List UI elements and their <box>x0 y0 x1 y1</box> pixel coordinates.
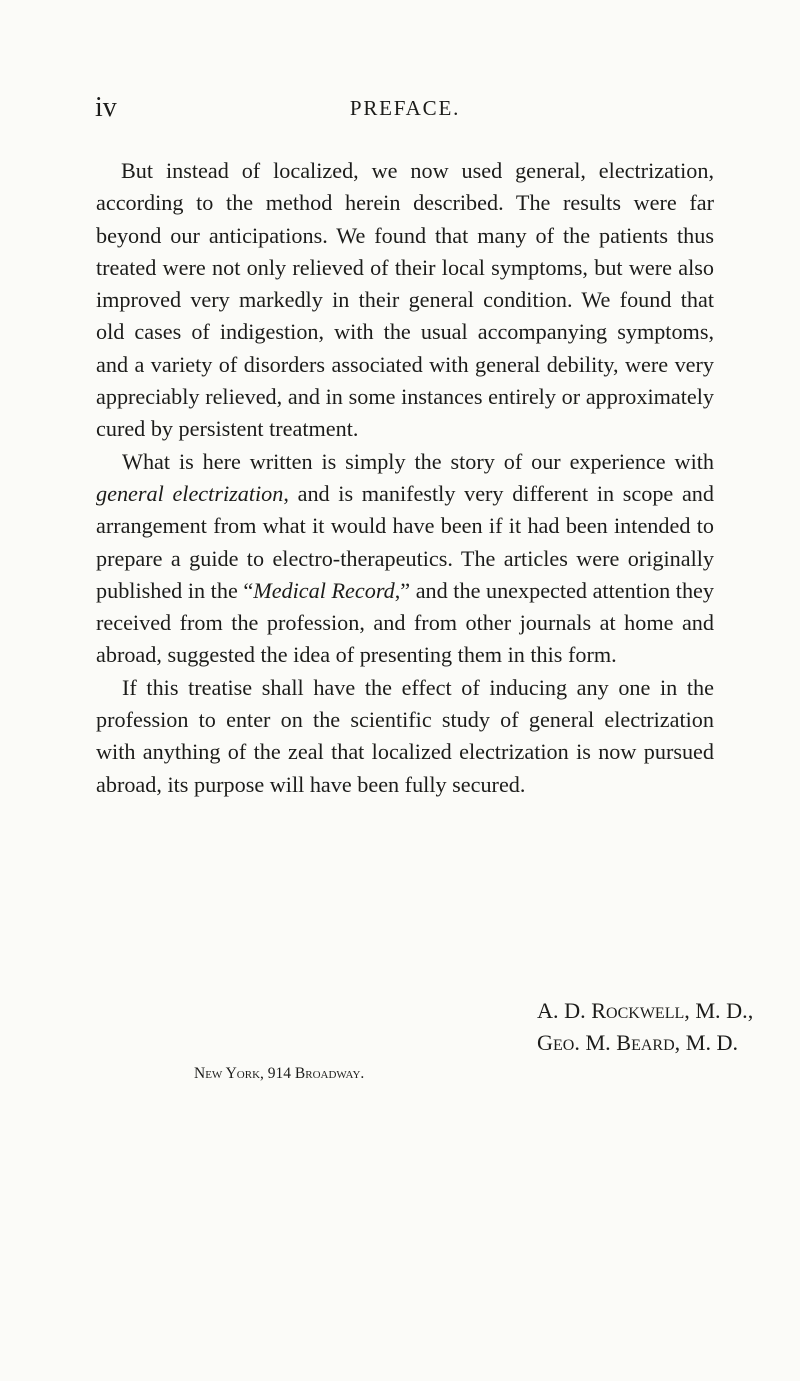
page-number: iv <box>95 92 117 123</box>
paragraph-1: But instead of localized, we now used general, electrization, according to the method herein described. The results were far beyond our anticipations. We found that many of the patients thus treated were not only relieved of their local symptoms, but were also improved very markedly in their general condition. We found that old cases of indigestion, with the usual accompanying symptoms, and a variety of disorders associated with general debility, were very appreciably relieved, and in some instances entirely or approximately cured by persistent treatment. <box>96 158 714 442</box>
paragraph-3: If this treatise shall have the effect of inducing any one in the profession to enter on the scientific study of general electrization with anything of the zeal that localized electrization is now pursued abroad, its purpose will have been fully secured. <box>96 674 714 797</box>
signature-author-1: A. D. Rockwell, M. D., <box>537 998 754 1023</box>
paragraph-2-text-b: , and is manifestly very different in scope and arrangement from what it would have been if it had been intended to prepare a guide to electro-therapeutics. The articles were originally published in the “ <box>96 480 714 603</box>
preface-body <box>96 155 754 1082</box>
journal-title-medical-record: Medical Record <box>253 577 395 603</box>
emphasis-general-electrization: general electrization <box>96 480 284 506</box>
paragraph-2-text-a: What is here written is simply the story of our experience with <box>122 448 714 474</box>
signature-author-2: Geo. M. Beard, M. D. <box>537 1030 739 1055</box>
running-head: PREFACE. <box>349 96 461 120</box>
paragraph-2-text-c: ,” and the unexpected attention they received from the profession, and from other journals at home and abroad, suggested the idea of presenting them in this form. <box>96 577 714 668</box>
page-header <box>95 88 715 128</box>
place-line: New York, 914 Broadway. <box>194 1065 365 1082</box>
paragraph-2 <box>96 446 714 672</box>
